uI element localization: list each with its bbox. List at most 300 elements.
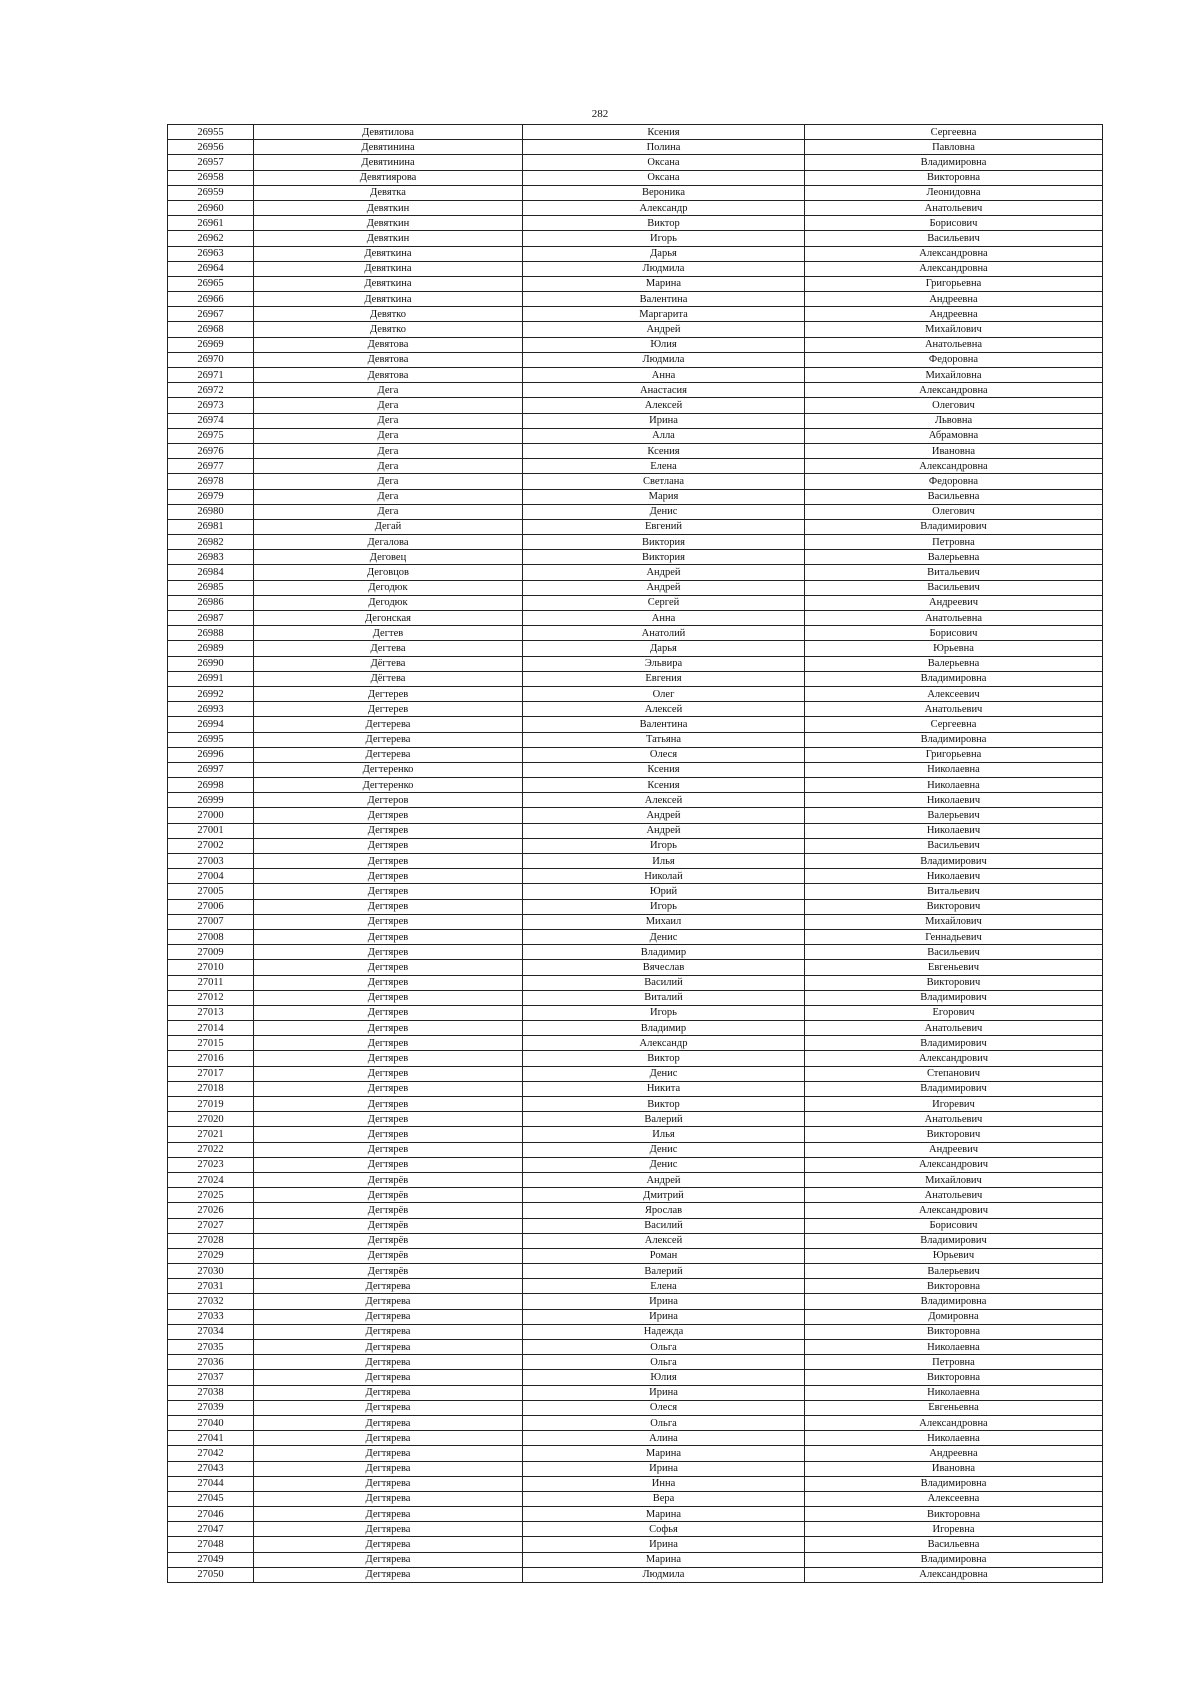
table-row (168, 611, 1103, 626)
last-name-cell: Дегтярева (254, 1370, 523, 1385)
record-number-cell: 27049 (168, 1552, 254, 1567)
record-number-cell: 27050 (168, 1567, 254, 1582)
record-number-cell: 27033 (168, 1309, 254, 1324)
first-name-cell: Ксения (523, 125, 805, 140)
last-name-cell: Дегтярёв (254, 1233, 523, 1248)
table-row (168, 1340, 1103, 1355)
first-name-cell: Марина (523, 1507, 805, 1522)
table-row (168, 808, 1103, 823)
last-name-cell: Дега (254, 459, 523, 474)
first-name-cell: Роман (523, 1248, 805, 1263)
last-name-cell: Дегтерева (254, 732, 523, 747)
last-name-cell: Дегонская (254, 611, 523, 626)
last-name-cell: Дегтярев (254, 1005, 523, 1020)
record-number-cell: 26981 (168, 519, 254, 534)
first-name-cell: Ярослав (523, 1203, 805, 1218)
record-number-cell: 26961 (168, 216, 254, 231)
last-name-cell: Дегтярев (254, 884, 523, 899)
patronymic-cell: Андреевна (805, 307, 1103, 322)
patronymic-cell: Анатольевич (805, 1188, 1103, 1203)
record-number-cell: 26992 (168, 686, 254, 701)
last-name-cell: Девятко (254, 322, 523, 337)
last-name-cell: Дегодюк (254, 580, 523, 595)
patronymic-cell: Евгеньевна (805, 1400, 1103, 1415)
first-name-cell: Ирина (523, 1537, 805, 1552)
record-number-cell: 27043 (168, 1461, 254, 1476)
first-name-cell: Игорь (523, 899, 805, 914)
table-row (168, 459, 1103, 474)
record-number-cell: 26982 (168, 535, 254, 550)
last-name-cell: Девяткина (254, 276, 523, 291)
patronymic-cell: Александровна (805, 1415, 1103, 1430)
patronymic-cell: Ивановна (805, 443, 1103, 458)
record-number-cell: 27006 (168, 899, 254, 914)
last-name-cell: Дегтярев (254, 838, 523, 853)
first-name-cell: Людмила (523, 352, 805, 367)
record-number-cell: 26964 (168, 261, 254, 276)
patronymic-cell: Павловна (805, 140, 1103, 155)
last-name-cell: Дега (254, 428, 523, 443)
patronymic-cell: Игоревич (805, 1097, 1103, 1112)
patronymic-cell: Васильевич (805, 231, 1103, 246)
record-number-cell: 26985 (168, 580, 254, 595)
table-row (168, 352, 1103, 367)
patronymic-cell: Борисович (805, 216, 1103, 231)
last-name-cell: Деговцов (254, 565, 523, 580)
first-name-cell: Елена (523, 1279, 805, 1294)
first-name-cell: Ольга (523, 1340, 805, 1355)
table-row (168, 1476, 1103, 1491)
last-name-cell: Дегтярев (254, 1097, 523, 1112)
table-row (168, 1507, 1103, 1522)
last-name-cell: Дегтерев (254, 686, 523, 701)
table-row (168, 170, 1103, 185)
last-name-cell: Дегтярев (254, 899, 523, 914)
record-number-cell: 27029 (168, 1248, 254, 1263)
patronymic-cell: Владимировна (805, 1552, 1103, 1567)
patronymic-cell: Владимировна (805, 671, 1103, 686)
last-name-cell: Дегтярева (254, 1279, 523, 1294)
table-row (168, 519, 1103, 534)
table-row (168, 1461, 1103, 1476)
first-name-cell: Марина (523, 1552, 805, 1567)
last-name-cell: Дегтярев (254, 914, 523, 929)
first-name-cell: Анна (523, 368, 805, 383)
patronymic-cell: Владимирович (805, 1036, 1103, 1051)
patronymic-cell: Владимировна (805, 155, 1103, 170)
last-name-cell: Дегтярев (254, 945, 523, 960)
table-row (168, 1005, 1103, 1020)
first-name-cell: Виктор (523, 1051, 805, 1066)
patronymic-cell: Александровна (805, 383, 1103, 398)
record-number-cell: 27014 (168, 1021, 254, 1036)
table-row (168, 322, 1103, 337)
first-name-cell: Ирина (523, 1309, 805, 1324)
patronymic-cell: Владимирович (805, 1233, 1103, 1248)
patronymic-cell: Викторовна (805, 1507, 1103, 1522)
first-name-cell: Андрей (523, 823, 805, 838)
table-row (168, 489, 1103, 504)
record-number-cell: 27015 (168, 1036, 254, 1051)
first-name-cell: Юлия (523, 1370, 805, 1385)
patronymic-cell: Федоровна (805, 352, 1103, 367)
patronymic-cell: Александрович (805, 1051, 1103, 1066)
table-row (168, 686, 1103, 701)
patronymic-cell: Витальевич (805, 884, 1103, 899)
first-name-cell: Василий (523, 975, 805, 990)
table-row (168, 1142, 1103, 1157)
page-number: 282 (591, 108, 609, 120)
last-name-cell: Дегтярева (254, 1567, 523, 1582)
last-name-cell: Дегтеров (254, 793, 523, 808)
last-name-cell: Девяткина (254, 261, 523, 276)
table-row (168, 565, 1103, 580)
first-name-cell: Дарья (523, 246, 805, 261)
last-name-cell: Дегтярева (254, 1446, 523, 1461)
patronymic-cell: Петровна (805, 535, 1103, 550)
record-number-cell: 27036 (168, 1355, 254, 1370)
table-row (168, 1415, 1103, 1430)
patronymic-cell: Анатольевна (805, 337, 1103, 352)
record-number-cell: 26960 (168, 200, 254, 215)
last-name-cell: Дегтерева (254, 747, 523, 762)
first-name-cell: Вячеслав (523, 960, 805, 975)
table-row (168, 854, 1103, 869)
first-name-cell: Татьяна (523, 732, 805, 747)
patronymic-cell: Львовна (805, 413, 1103, 428)
table-row (168, 443, 1103, 458)
last-name-cell: Дега (254, 383, 523, 398)
last-name-cell: Дегтярев (254, 1036, 523, 1051)
last-name-cell: Дегтярев (254, 1127, 523, 1142)
first-name-cell: Евгений (523, 519, 805, 534)
record-number-cell: 26972 (168, 383, 254, 398)
record-number-cell: 26970 (168, 352, 254, 367)
table-row (168, 778, 1103, 793)
patronymic-cell: Юрьевна (805, 641, 1103, 656)
record-number-cell: 26980 (168, 504, 254, 519)
first-name-cell: Маргарита (523, 307, 805, 322)
record-number-cell: 27017 (168, 1066, 254, 1081)
last-name-cell: Дегтярев (254, 990, 523, 1005)
record-number-cell: 27030 (168, 1264, 254, 1279)
record-number-cell: 27012 (168, 990, 254, 1005)
last-name-cell: Девятова (254, 368, 523, 383)
first-name-cell: Инна (523, 1476, 805, 1491)
first-name-cell: Валентина (523, 717, 805, 732)
last-name-cell: Дегтерева (254, 717, 523, 732)
first-name-cell: Виктория (523, 550, 805, 565)
table-row (168, 504, 1103, 519)
patronymic-cell: Николаевна (805, 778, 1103, 793)
patronymic-cell: Владимировна (805, 1294, 1103, 1309)
table-row (168, 246, 1103, 261)
patronymic-cell: Юрьевич (805, 1248, 1103, 1263)
table-row (168, 125, 1103, 140)
table-row (168, 793, 1103, 808)
last-name-cell: Дегтярев (254, 1112, 523, 1127)
first-name-cell: Виктория (523, 535, 805, 550)
table-row (168, 1066, 1103, 1081)
last-name-cell: Дегтярёв (254, 1203, 523, 1218)
record-number-cell: 26993 (168, 702, 254, 717)
patronymic-cell: Михайлович (805, 914, 1103, 929)
patronymic-cell: Борисович (805, 1218, 1103, 1233)
first-name-cell: Сергей (523, 595, 805, 610)
first-name-cell: Ирина (523, 1385, 805, 1400)
last-name-cell: Дегтярева (254, 1537, 523, 1552)
first-name-cell: Александр (523, 1036, 805, 1051)
record-number-cell: 26975 (168, 428, 254, 443)
first-name-cell: Денис (523, 1066, 805, 1081)
record-number-cell: 27035 (168, 1340, 254, 1355)
record-number-cell: 27004 (168, 869, 254, 884)
last-name-cell: Дегтярев (254, 929, 523, 944)
patronymic-cell: Валерьевич (805, 808, 1103, 823)
record-number-cell: 27003 (168, 854, 254, 869)
record-number-cell: 26997 (168, 762, 254, 777)
record-number-cell: 27000 (168, 808, 254, 823)
table-row (168, 474, 1103, 489)
first-name-cell: Дмитрий (523, 1188, 805, 1203)
first-name-cell: Оксана (523, 170, 805, 185)
last-name-cell: Девятова (254, 352, 523, 367)
first-name-cell: Илья (523, 854, 805, 869)
record-number-cell: 26989 (168, 641, 254, 656)
record-number-cell: 26966 (168, 292, 254, 307)
first-name-cell: Илья (523, 1127, 805, 1142)
table-row (168, 1324, 1103, 1339)
table-row (168, 1370, 1103, 1385)
table-row (168, 231, 1103, 246)
table-row (168, 1172, 1103, 1187)
patronymic-cell: Васильевич (805, 945, 1103, 960)
table-row (168, 1385, 1103, 1400)
first-name-cell: Игорь (523, 231, 805, 246)
record-number-cell: 26994 (168, 717, 254, 732)
last-name-cell: Дегтярёв (254, 1248, 523, 1263)
last-name-cell: Дегтярев (254, 1081, 523, 1096)
last-name-cell: Дегтярева (254, 1476, 523, 1491)
record-number-cell: 26974 (168, 413, 254, 428)
patronymic-cell: Андреевич (805, 595, 1103, 610)
record-number-cell: 26983 (168, 550, 254, 565)
patronymic-cell: Григорьевна (805, 276, 1103, 291)
patronymic-cell: Степанович (805, 1066, 1103, 1081)
last-name-cell: Дегтев (254, 626, 523, 641)
table-row (168, 216, 1103, 231)
record-number-cell: 27016 (168, 1051, 254, 1066)
table-row (168, 1400, 1103, 1415)
table-row (168, 276, 1103, 291)
patronymic-cell: Алексеевич (805, 686, 1103, 701)
record-number-cell: 27020 (168, 1112, 254, 1127)
last-name-cell: Дегтярев (254, 1157, 523, 1172)
table-row (168, 1203, 1103, 1218)
last-name-cell: Дегтеренко (254, 762, 523, 777)
patronymic-cell: Николаевич (805, 823, 1103, 838)
table-row (168, 368, 1103, 383)
record-number-cell: 27045 (168, 1491, 254, 1506)
patronymic-cell: Владимирович (805, 1081, 1103, 1096)
first-name-cell: Денис (523, 929, 805, 944)
table-row (168, 1112, 1103, 1127)
table-row (168, 140, 1103, 155)
first-name-cell: Полина (523, 140, 805, 155)
record-number-cell: 26999 (168, 793, 254, 808)
record-number-cell: 27010 (168, 960, 254, 975)
patronymic-cell: Михайлович (805, 322, 1103, 337)
record-number-cell: 27047 (168, 1522, 254, 1537)
record-number-cell: 26963 (168, 246, 254, 261)
patronymic-cell: Андреевна (805, 292, 1103, 307)
table-row (168, 1127, 1103, 1142)
patronymic-cell: Анатольевна (805, 611, 1103, 626)
first-name-cell: Андрей (523, 565, 805, 580)
record-number-cell: 27024 (168, 1172, 254, 1187)
table-row (168, 960, 1103, 975)
table-row (168, 656, 1103, 671)
patronymic-cell: Николаевна (805, 1340, 1103, 1355)
table-row (168, 945, 1103, 960)
table-row (168, 1522, 1103, 1537)
first-name-cell: Вера (523, 1491, 805, 1506)
patronymic-cell: Петровна (805, 1355, 1103, 1370)
patronymic-cell: Владимирович (805, 519, 1103, 534)
table-row (168, 1279, 1103, 1294)
record-number-cell: 27044 (168, 1476, 254, 1491)
last-name-cell: Дега (254, 398, 523, 413)
record-number-cell: 26973 (168, 398, 254, 413)
record-number-cell: 27005 (168, 884, 254, 899)
first-name-cell: Анатолий (523, 626, 805, 641)
patronymic-cell: Николаевна (805, 1431, 1103, 1446)
record-number-cell: 26988 (168, 626, 254, 641)
last-name-cell: Дегтярева (254, 1415, 523, 1430)
record-number-cell: 27019 (168, 1097, 254, 1112)
record-number-cell: 27021 (168, 1127, 254, 1142)
last-name-cell: Дегтярев (254, 854, 523, 869)
last-name-cell: Дега (254, 413, 523, 428)
patronymic-cell: Николаевна (805, 762, 1103, 777)
table-row (168, 929, 1103, 944)
first-name-cell: Валерий (523, 1264, 805, 1279)
last-name-cell: Девяткин (254, 200, 523, 215)
patronymic-cell: Ивановна (805, 1461, 1103, 1476)
first-name-cell: Алексей (523, 702, 805, 717)
last-name-cell: Девятко (254, 307, 523, 322)
record-number-cell: 27011 (168, 975, 254, 990)
table-row (168, 185, 1103, 200)
record-number-cell: 26978 (168, 474, 254, 489)
patronymic-cell: Анатольевич (805, 200, 1103, 215)
patronymic-cell: Валерьевна (805, 550, 1103, 565)
patronymic-cell: Борисович (805, 626, 1103, 641)
registry-table (167, 124, 1103, 1583)
last-name-cell: Дегтярева (254, 1324, 523, 1339)
last-name-cell: Дегодюк (254, 595, 523, 610)
table-row (168, 1097, 1103, 1112)
patronymic-cell: Васильевна (805, 1537, 1103, 1552)
record-number-cell: 27038 (168, 1385, 254, 1400)
last-name-cell: Девятова (254, 337, 523, 352)
last-name-cell: Дегай (254, 519, 523, 534)
patronymic-cell: Васильевна (805, 489, 1103, 504)
last-name-cell: Дегтярева (254, 1340, 523, 1355)
table-row (168, 1036, 1103, 1051)
first-name-cell: Юрий (523, 884, 805, 899)
first-name-cell: Никита (523, 1081, 805, 1096)
patronymic-cell: Александрович (805, 1157, 1103, 1172)
patronymic-cell: Викторович (805, 1127, 1103, 1142)
last-name-cell: Девятка (254, 185, 523, 200)
record-number-cell: 26996 (168, 747, 254, 762)
record-number-cell: 27031 (168, 1279, 254, 1294)
record-number-cell: 27042 (168, 1446, 254, 1461)
first-name-cell: Ирина (523, 1294, 805, 1309)
record-number-cell: 26968 (168, 322, 254, 337)
table-row (168, 383, 1103, 398)
last-name-cell: Дегтярева (254, 1552, 523, 1567)
record-number-cell: 27041 (168, 1431, 254, 1446)
table-row (168, 884, 1103, 899)
patronymic-cell: Геннадьевич (805, 929, 1103, 944)
patronymic-cell: Николаевич (805, 869, 1103, 884)
last-name-cell: Дегтярев (254, 1021, 523, 1036)
first-name-cell: Валерий (523, 1112, 805, 1127)
table-row (168, 1446, 1103, 1461)
last-name-cell: Дегтярев (254, 960, 523, 975)
patronymic-cell: Александровна (805, 459, 1103, 474)
last-name-cell: Дега (254, 489, 523, 504)
last-name-cell: Дегалова (254, 535, 523, 550)
patronymic-cell: Игоревна (805, 1522, 1103, 1537)
table-row (168, 1218, 1103, 1233)
table-row (168, 717, 1103, 732)
last-name-cell: Дегтярева (254, 1309, 523, 1324)
record-number-cell: 27001 (168, 823, 254, 838)
patronymic-cell: Викторович (805, 899, 1103, 914)
first-name-cell: Ирина (523, 413, 805, 428)
patronymic-cell: Владимирович (805, 854, 1103, 869)
table-row (168, 823, 1103, 838)
last-name-cell: Дега (254, 474, 523, 489)
table-row (168, 1567, 1103, 1582)
table-row (168, 975, 1103, 990)
first-name-cell: Александр (523, 200, 805, 215)
first-name-cell: Анна (523, 611, 805, 626)
record-number-cell: 27028 (168, 1233, 254, 1248)
patronymic-cell: Валерьевич (805, 1264, 1103, 1279)
last-name-cell: Дега (254, 443, 523, 458)
patronymic-cell: Васильевич (805, 580, 1103, 595)
patronymic-cell: Сергеевна (805, 125, 1103, 140)
table-row (168, 413, 1103, 428)
table-row (168, 595, 1103, 610)
record-number-cell: 27040 (168, 1415, 254, 1430)
record-number-cell: 27023 (168, 1157, 254, 1172)
table-row (168, 1188, 1103, 1203)
last-name-cell: Девяткина (254, 292, 523, 307)
first-name-cell: Дарья (523, 641, 805, 656)
table-row (168, 580, 1103, 595)
first-name-cell: Андрей (523, 322, 805, 337)
table-row (168, 1431, 1103, 1446)
record-number-cell: 27013 (168, 1005, 254, 1020)
last-name-cell: Дёгтева (254, 656, 523, 671)
table-row (168, 899, 1103, 914)
patronymic-cell: Домировна (805, 1309, 1103, 1324)
